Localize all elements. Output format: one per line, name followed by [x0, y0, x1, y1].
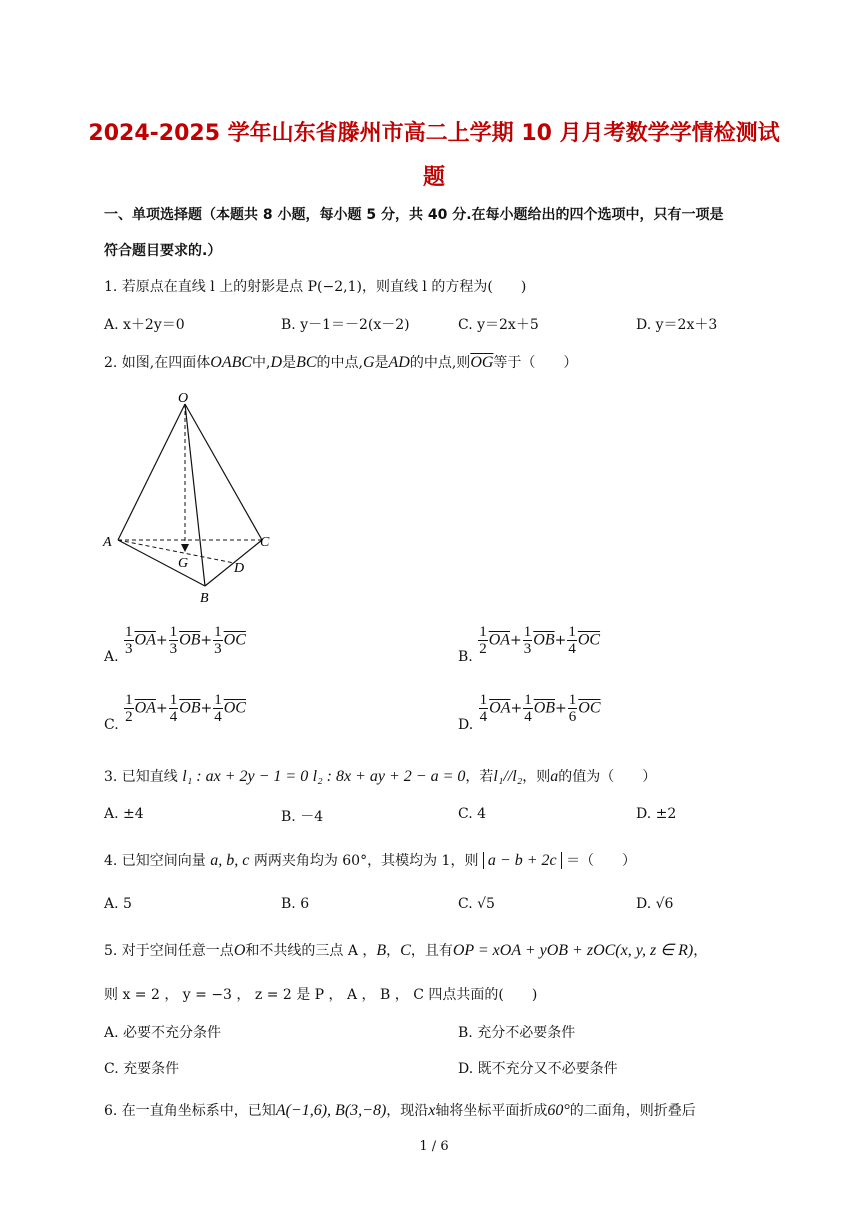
section-header-line2: 符合题目要求的.）: [104, 243, 222, 259]
q2-text: 2. 如图,在四面体: [104, 355, 211, 371]
q4-option-b: B. 6: [281, 896, 310, 912]
q1-option-d: D. y＝2x＋3: [636, 317, 718, 333]
label-d: D: [234, 561, 245, 576]
label-c: C: [260, 535, 270, 550]
question-4-stem: 4. 已知空间向量 a, b, c 两两夹角均为 60°，其模均为 1，则 a − b + 2c ＝（ ）: [104, 852, 637, 869]
q5-formula: OP = xOA + yOB + zOC(x, y, z ∈ R): [452, 942, 694, 959]
q1-option-b: B. y－1＝－2(x－2): [281, 317, 410, 333]
page-number: 1 / 6: [419, 1139, 449, 1154]
label-o: O: [178, 391, 189, 406]
q4-expression: a − b + 2c: [483, 852, 562, 869]
q5-option-a: A. 必要不充分条件: [104, 1025, 222, 1041]
q3-line-l1: l₁ : ax + 2y − 1 = 0: [182, 768, 309, 785]
q2-point-g: G: [362, 354, 375, 371]
document-title-line2: 题: [422, 165, 445, 190]
question-2-stem: [104, 352, 577, 372]
q2-text: 的中点,则: [409, 355, 471, 371]
section-header-line1: 一、单项选择题（本题共 8 小题，每小题 5 分，共 40 分.在每小题给出的四个选项中，只有一项是: [104, 207, 724, 223]
question-3-stem: 3. 已知直线 l₁ : ax + 2y − 1 = 0 l₂ : 8x + ay + 2 − a = 0，若l₁//l₂，则a的值为（ ）: [104, 768, 657, 785]
q3-option-c: C. 4: [458, 806, 487, 822]
q4-option-d: D. √6: [636, 896, 674, 912]
q2-text: 中,: [252, 355, 271, 371]
q2-segment-ad: AD: [388, 354, 410, 371]
q3-option-a: A. ±4: [104, 806, 144, 822]
label-a: A: [103, 535, 112, 550]
question-5-line2: 则 x = 2 ， y = −3 ， z = 2 是 P ， A ， B ， C 四点共面的( ): [104, 987, 538, 1003]
q2-option-a: A. $\frac{1}{3}$ $\overline{OA}+$ $\frac{1}{3}$ $\overline{OB}+$ $\frac{1}{3}$ $\overline{OC}$: [104, 624, 246, 665]
q2-text: 的中点,: [316, 355, 363, 371]
q2-vector-og: $\overline{OG}$: [470, 354, 494, 371]
q5-option-c: C. 充要条件: [104, 1061, 180, 1077]
q2-tetra-name: OABC: [210, 354, 253, 371]
q6-points: A(−1,6), B(3,−8): [275, 1102, 387, 1119]
tetrahedron-figure: [100, 386, 290, 608]
q2-text: 是: [282, 355, 297, 371]
q1-option-c: C. y＝2x＋5: [458, 317, 539, 333]
q3-line-l2: l₂ : 8x + ay + 2 − a = 0: [312, 768, 466, 785]
q5-option-d: D. 既不充分又不必要条件: [458, 1061, 618, 1077]
q2-text: 是: [374, 355, 389, 371]
q5-option-b: B. 充分不必要条件: [458, 1025, 576, 1041]
q1-option-a: A. x＋2y＝0: [104, 317, 185, 333]
q4-option-a: A. 5: [104, 896, 132, 912]
q2-segment-bc: BC: [296, 354, 317, 371]
q2-option-c: C. $\frac{1}{2}$ $\overline{OA}+$ $\frac{1}{4}$ $\overline{OB}+$ $\frac{1}{4}$ $\overline{OC}$: [104, 692, 246, 733]
q2-option-b: B. $\frac{1}{2}$ $\overline{OA}+$ $\frac{1}{3}$ $\overline{OB}+$ $\frac{1}{4}$ $\overline{OC}$: [458, 624, 601, 665]
q2-point-d: D: [270, 354, 283, 371]
q3-option-b: B. －4: [281, 809, 324, 825]
question-5-line1: 5. 对于空间任意一点O和不共线的三点 A ，B，C，且有OP = xOA + yOB + zOC(x, y, z ∈ R)，: [104, 942, 708, 959]
q4-option-c: C. √5: [458, 896, 495, 912]
label-b: B: [200, 591, 209, 606]
q2-text: 等于（ ）: [493, 355, 578, 371]
document-title-line1: 2024-2025 学年山东省滕州市高二上学期 10 月月考数学学情检测试: [88, 121, 780, 146]
q2-option-d: D. $\frac{1}{4}$ $\overline{OA}+$ $\frac{1}{4}$ $\overline{OB}+$ $\frac{1}{6}$ $\overline{OC}$: [458, 692, 601, 733]
q3-option-d: D. ±2: [636, 806, 677, 822]
question-6-stem: 6. 在一直角坐标系中，已知A(−1,6), B(3,−8)，现沿x轴将坐标平面折成60°的二面角，则折叠后: [104, 1102, 696, 1119]
q3-parallel: l₁//l₂: [493, 768, 523, 785]
label-g: G: [178, 556, 189, 571]
question-1-stem: 1. 若原点在直线 l 上的射影是点 P(−2,1)，则直线 l 的方程为( ): [104, 279, 527, 295]
q4-vectors: a, b, c: [210, 852, 250, 869]
